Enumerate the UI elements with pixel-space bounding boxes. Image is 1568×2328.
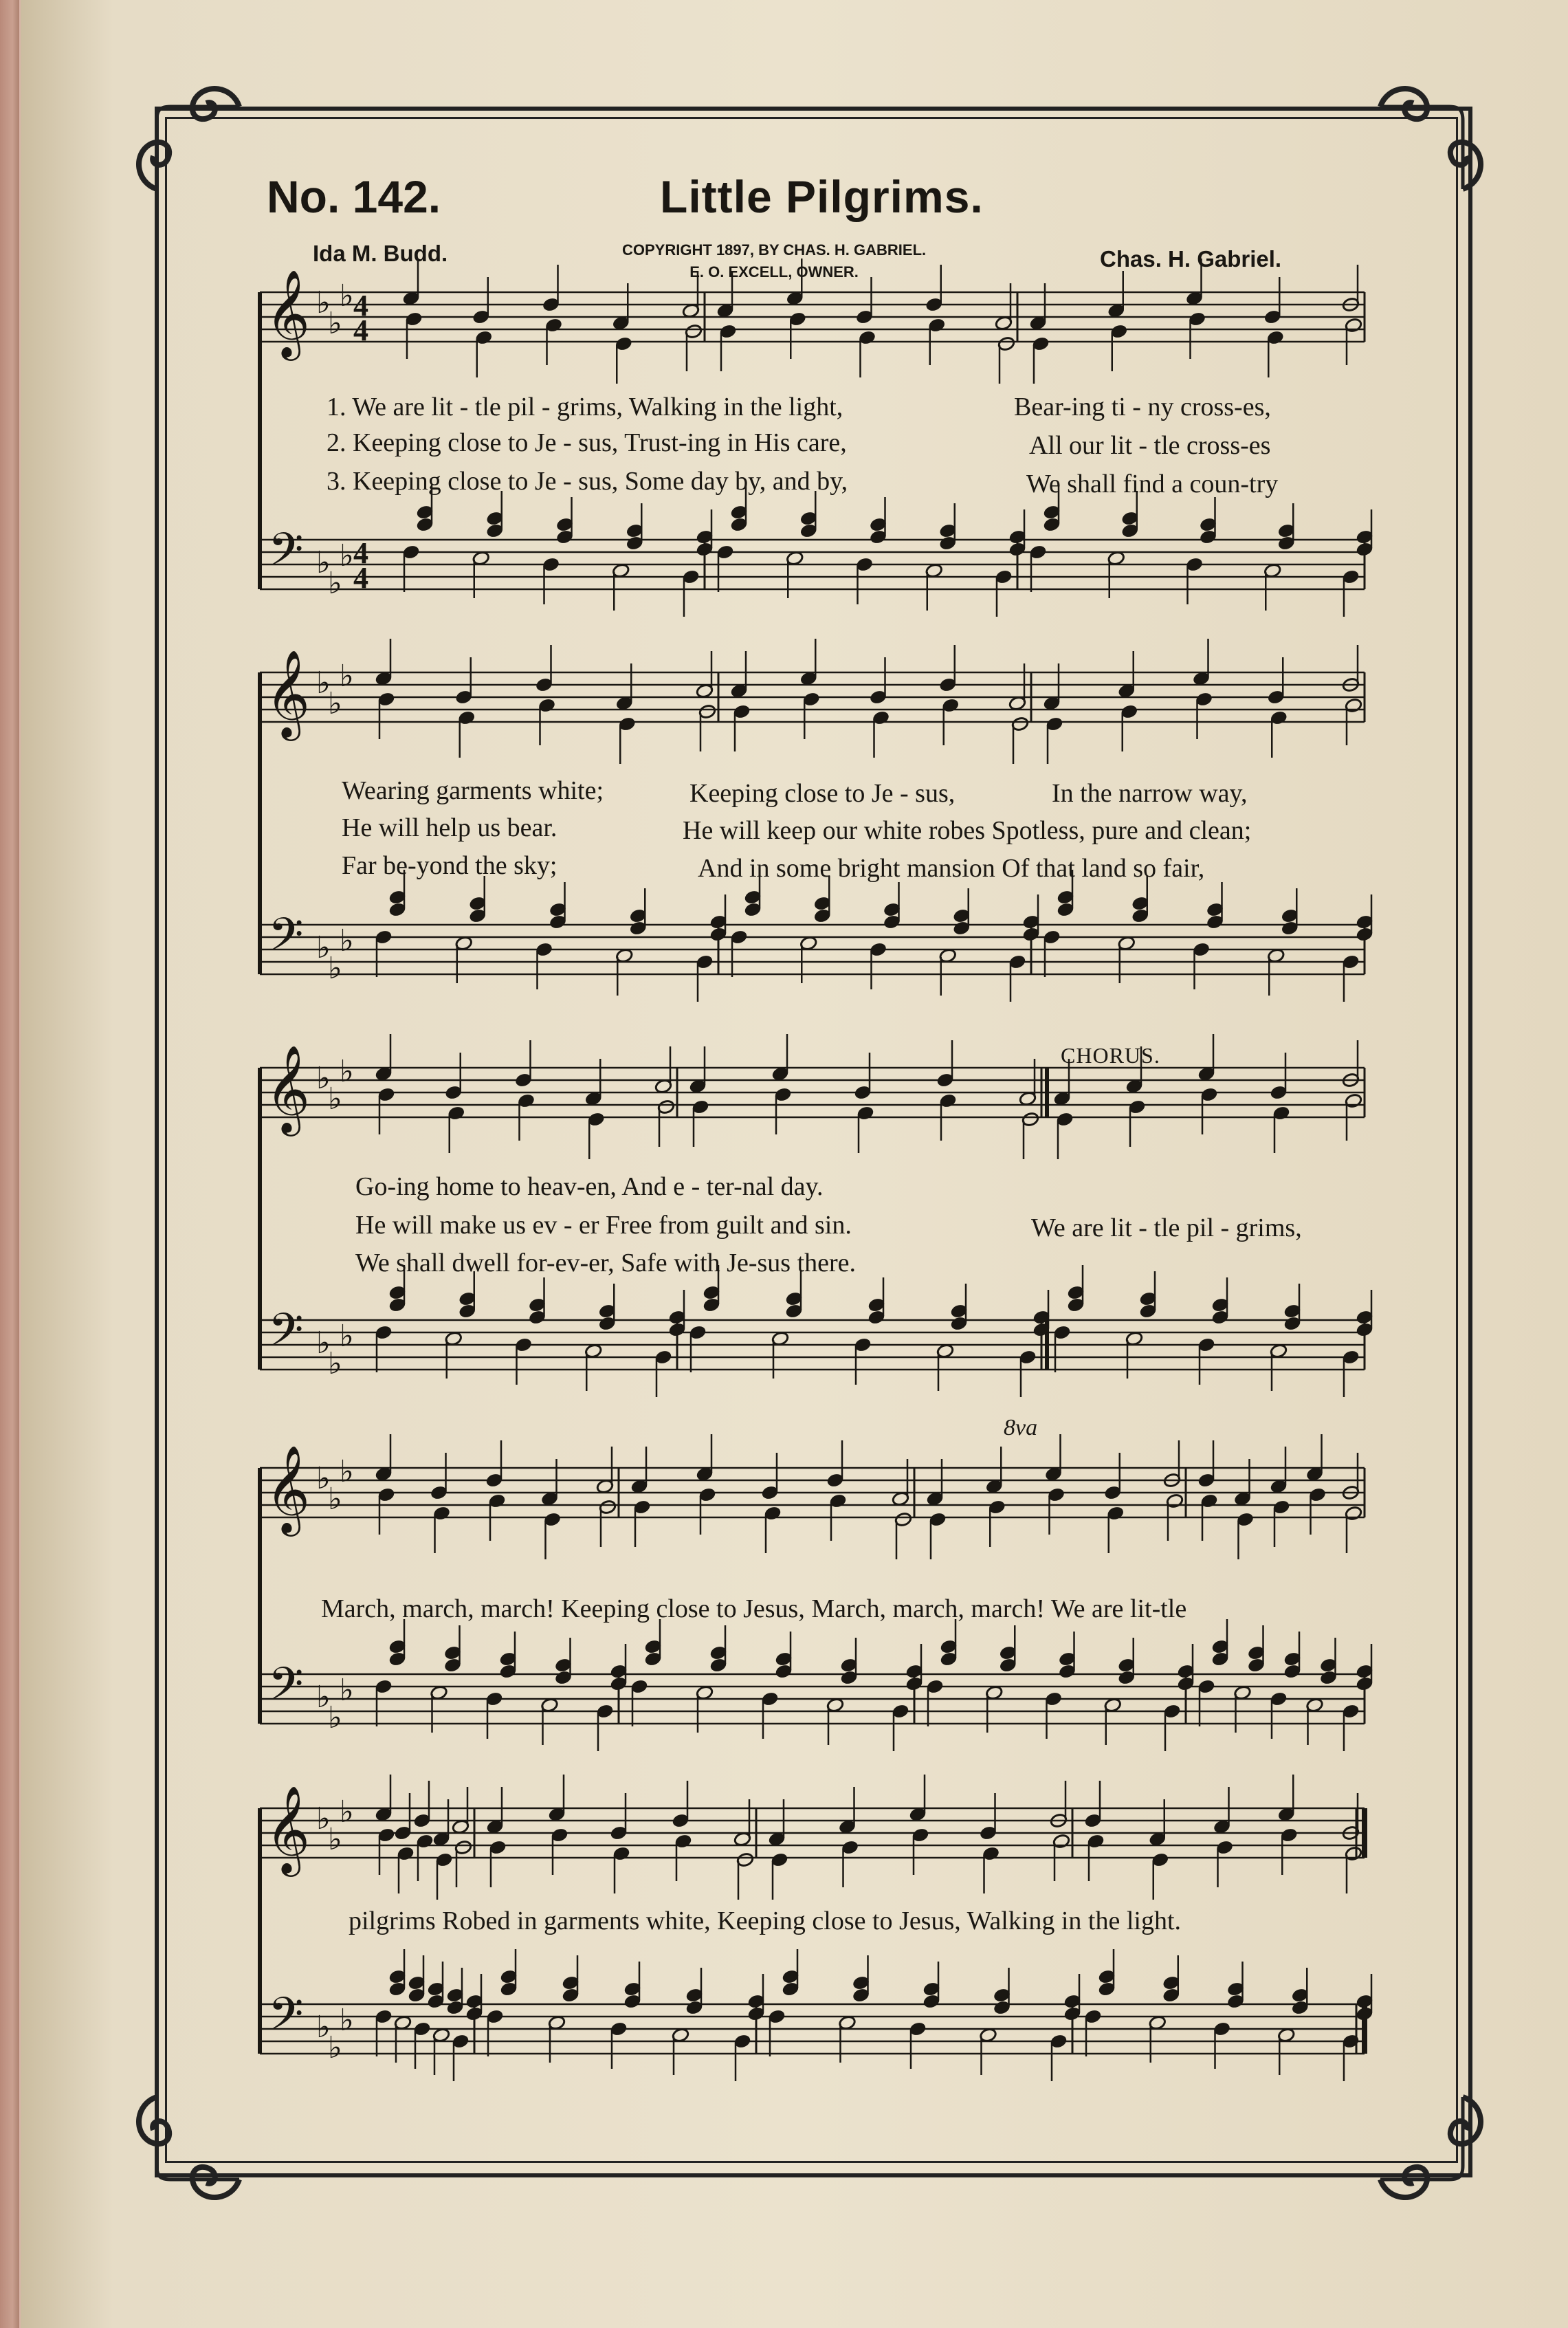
system1-verse1-right: Bear-ing ti - ny cross-es, [1014,393,1271,421]
flat-sign: ♭ [340,1454,354,1489]
system3-chorus: We are lit - tle pil - grims, [1031,1214,1302,1242]
flat-sign: ♭ [316,285,331,320]
copyright-line-1: COPYRIGHT 1897, BY CHAS. H. GABRIEL. [622,241,927,259]
bass-clef: 𝄢 [268,1304,304,1368]
treble-clef: 𝄞 [265,1445,311,1533]
system2-verse1-b: Keeping close to Je - sus, [689,779,956,808]
flat-sign: ♭ [328,1346,342,1381]
bass-clef: 𝄢 [268,1988,304,2052]
flat-sign: ♭ [328,1822,342,1857]
system2-verse1-c: In the narrow way, [1052,779,1248,808]
flat-sign: ♭ [316,1680,331,1715]
hymn-title: Little Pilgrims. [660,171,984,222]
flat-sign: ♭ [328,1081,342,1117]
treble-clef: 𝄞 [265,1044,311,1132]
copyright-line-2: E. O. EXCELL, OWNER. [689,263,859,281]
system1-verse2-right: All our lit - tle cross-es [1029,431,1271,460]
flat-sign: ♭ [328,306,342,341]
flat-sign: ♭ [340,2003,354,2038]
system4-lyric: March, march, march! Keeping close to Jesus, March, march, march! We are lit-tle [321,1594,1187,1623]
treble-clef: 𝄞 [265,1785,311,1873]
flat-sign: ♭ [328,2030,342,2065]
treble-clef: 𝄞 [265,649,311,737]
flat-sign: ♭ [328,951,342,986]
time-signature: 4 [353,561,368,595]
system1-verse2-left: 2. Keeping close to Je - sus, Trust-ing in His care, [327,428,847,457]
system3-verse1: Go-ing home to heav-en, And e - ter-nal day. [355,1172,824,1201]
flat-sign: ♭ [340,659,354,694]
flat-sign: ♭ [316,545,331,580]
treble-clef: 𝄞 [265,269,311,357]
flat-sign: ♭ [340,1673,354,1708]
time-signature: 4 [353,536,368,570]
flat-sign: ♭ [328,566,342,601]
flat-sign: ♭ [340,278,354,314]
time-signature: 4 [353,289,368,322]
flat-sign: ♭ [316,1461,331,1496]
chorus-label: CHORUS. [1061,1043,1160,1068]
flat-sign: ♭ [340,1319,354,1354]
flat-sign: ♭ [340,538,354,573]
flat-sign: ♭ [316,1326,331,1361]
hymn-composer: Chas. H. Gabriel. [1100,246,1282,272]
system2-verse1-a: Wearing garments white; [342,776,604,805]
system3-verse2: He will make us ev - er Free from guilt and sin. [355,1211,852,1240]
bass-clef: 𝄢 [268,523,304,587]
time-signature: 4 [353,314,368,347]
system5-lyric: pilgrims Robed in garments white, Keeping close to Jesus, Walking in the light. [349,1907,1182,1935]
flat-sign: ♭ [340,923,354,958]
flat-sign: ♭ [340,1794,354,1830]
flat-sign: ♭ [328,686,342,721]
system2-verse2-b: He will keep our white robes Spotless, pure and clean; [683,816,1252,845]
flat-sign: ♭ [316,666,331,701]
flat-sign: ♭ [316,1061,331,1096]
bass-clef: 𝄢 [268,1658,304,1722]
flat-sign: ♭ [328,1482,342,1517]
ottava-mark: 8va [1004,1415,1038,1440]
bass-clef: 𝄢 [268,908,304,972]
flat-sign: ♭ [316,1801,331,1836]
flat-sign: ♭ [340,1054,354,1089]
system2-verse3-a: Far be-yond the sky; [342,851,557,880]
flat-sign: ♭ [316,930,331,965]
hymn-number: No. 142. [267,171,441,222]
system1-verse1-left: 1. We are lit - tle pil - grims, Walking in the light, [327,393,843,421]
system2-verse3-b: And in some bright mansion Of that land so fair, [698,854,1205,883]
flat-sign: ♭ [316,2010,331,2045]
hymn-author: Ida M. Budd. [313,241,448,266]
system2-verse2-a: He will help us bear. [342,813,557,842]
flat-sign: ♭ [328,1700,342,1735]
system1-verse3-right: We shall find a coun-try [1026,470,1279,498]
system3-verse3: We shall dwell for-ev-er, Safe with Je-sus there. [355,1249,857,1277]
system1-verse3-left: 3. Keeping close to Je - sus, Some day by, and by, [327,467,848,496]
